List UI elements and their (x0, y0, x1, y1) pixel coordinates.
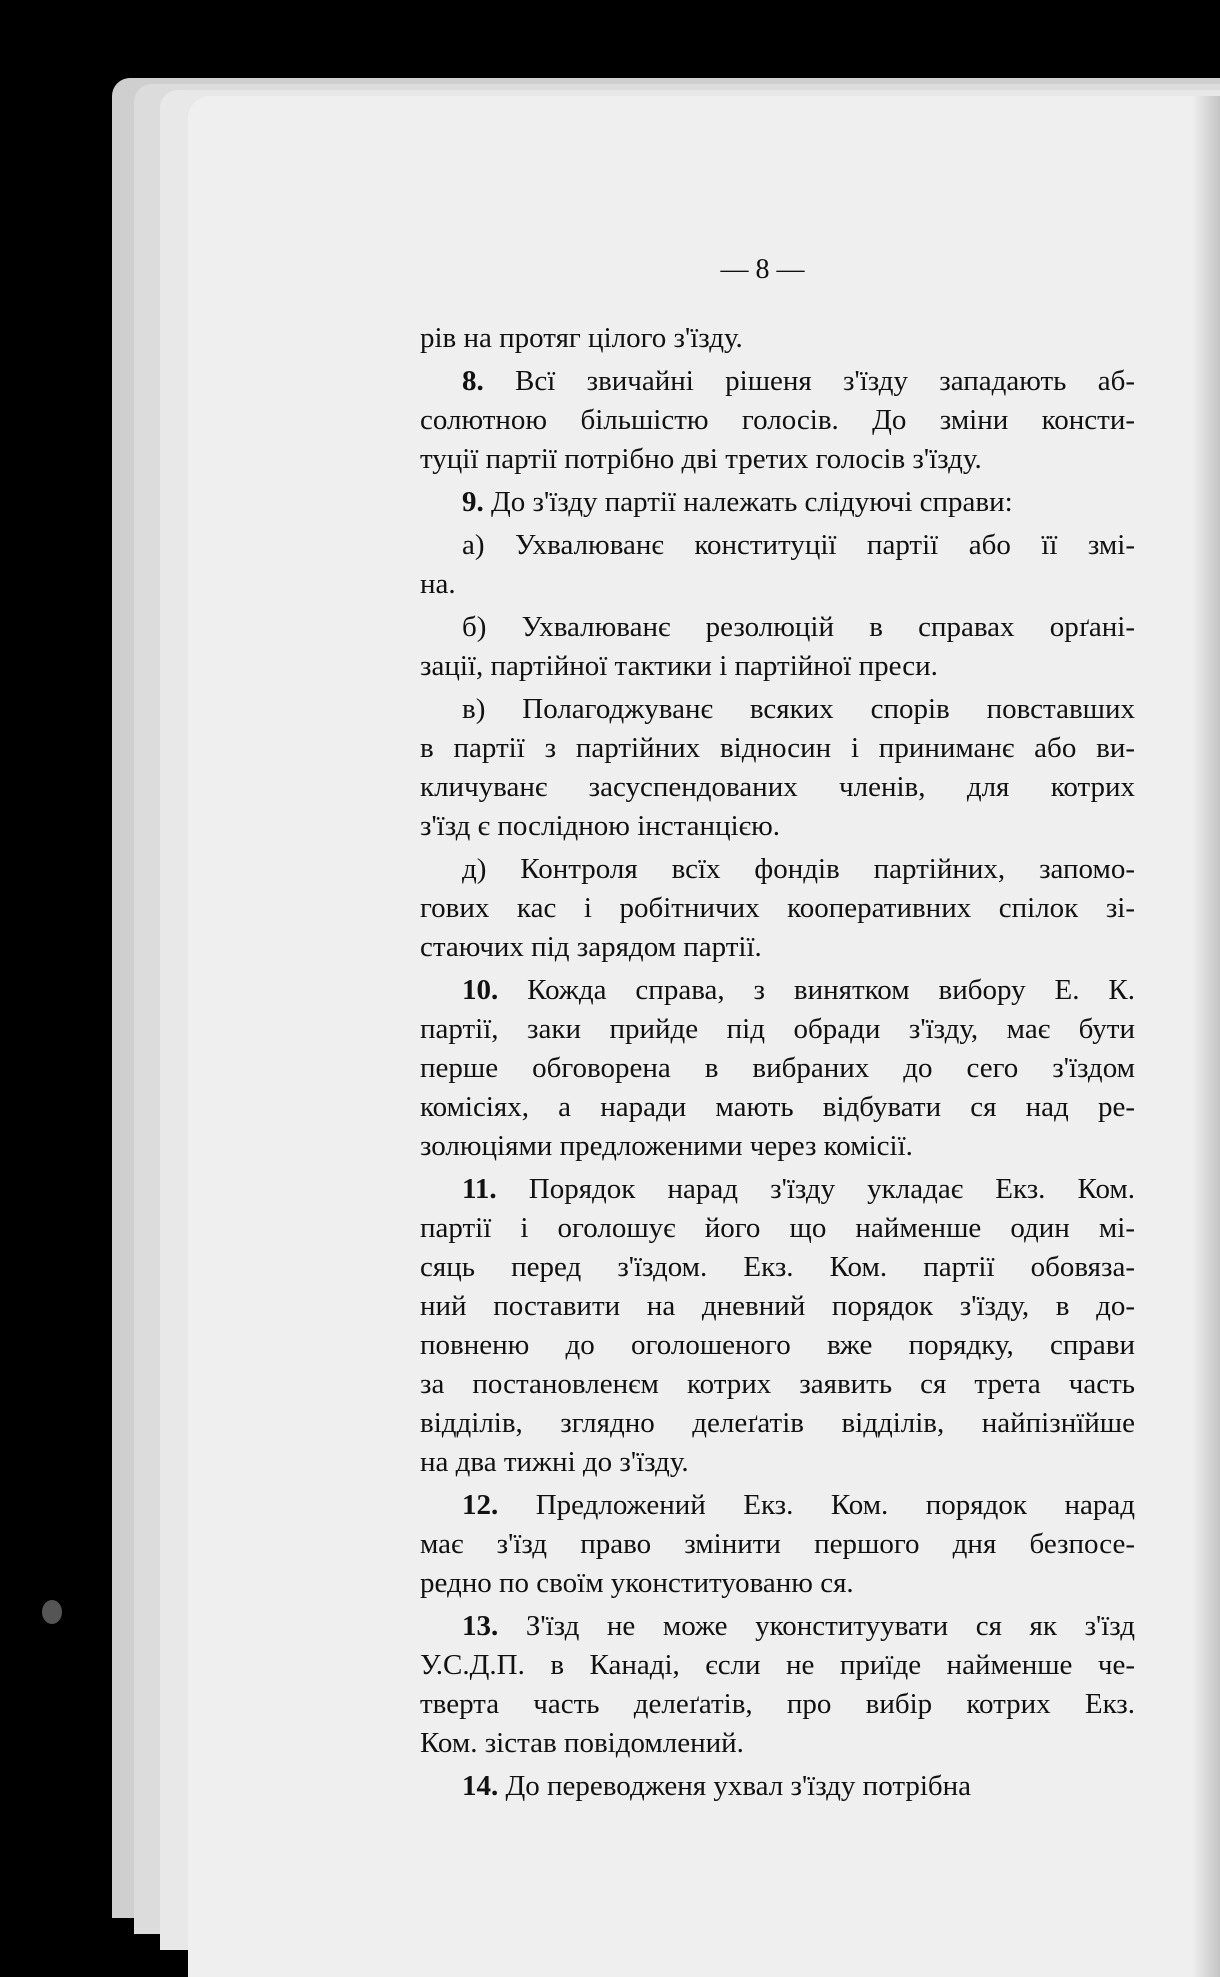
text-line (420, 729, 1135, 768)
text-line (420, 1127, 1135, 1166)
clause-number: 9. (462, 486, 484, 518)
text-line (420, 1326, 1135, 1365)
text-line (420, 1564, 1135, 1603)
clause-number: 11. (462, 1173, 497, 1205)
line-text: У.С.Д.П. в Канаді, єсли не приїде найменше че- (420, 1649, 1135, 1681)
paragraph (420, 850, 1135, 967)
line-text: за постановленєм котрих заявить ся трета часть (420, 1368, 1135, 1400)
paragraph (420, 362, 1135, 479)
line-text: на. (420, 568, 456, 600)
line-text: тверта часть делеґатів, про вибір котрих Екз. (420, 1688, 1135, 1720)
text-line (420, 647, 1135, 686)
paragraph (420, 526, 1135, 604)
line-text: Порядок нарад з'їзду укладає Екз. Ком. (496, 1173, 1135, 1205)
text-line (420, 1248, 1135, 1287)
paragraph (420, 483, 1135, 522)
line-text: туції партії потрібно дві третих голосів з'їзду. (420, 443, 982, 475)
line-text: з'їзд є послідною інстанцією. (420, 810, 781, 842)
paragraph (420, 1486, 1135, 1603)
text-line (420, 1209, 1135, 1248)
clause-number: 13. (462, 1610, 499, 1642)
page-text (420, 250, 1135, 1810)
text-line (420, 1287, 1135, 1326)
text-line (420, 526, 1135, 565)
text-line (420, 1646, 1135, 1685)
text-line (420, 1365, 1135, 1404)
line-text: редно по своїм уконституованю ся. (420, 1567, 854, 1599)
line-text: перше обговорена в вибраних до сего з'їздом (420, 1052, 1135, 1084)
line-text: Предложений Екз. Ком. порядок нарад (498, 1489, 1135, 1521)
ink-blot (42, 1600, 62, 1624)
text-line (420, 1443, 1135, 1482)
text-line (420, 565, 1135, 604)
line-text: рів на протяг цілого з'їзду. (420, 322, 743, 354)
text-line (420, 807, 1135, 846)
line-text: ний поставити на дневний порядок з'їзду, в до- (420, 1290, 1135, 1322)
text-line (420, 401, 1135, 440)
line-text: відділів, зглядно делеґатів відділів, найпізнїйше (420, 1407, 1135, 1439)
clause-number: 8. (462, 365, 484, 397)
text-line (420, 1724, 1135, 1763)
text-line (420, 1685, 1135, 1724)
line-text: сяць перед з'їздом. Екз. Ком. партії обовяза- (420, 1251, 1135, 1283)
text-line (420, 1486, 1135, 1525)
line-text: партії, заки прийде під обради з'їзду, має бути (420, 1013, 1135, 1045)
text-line (420, 928, 1135, 967)
text-line (420, 889, 1135, 928)
line-text: До переводженя ухвал з'їзду потрібна (498, 1770, 972, 1802)
line-text: б) Ухвалюванє резолюцій в справах орґані- (462, 611, 1135, 643)
text-line (420, 1404, 1135, 1443)
text-line (420, 1170, 1135, 1209)
text-line (420, 1088, 1135, 1127)
paragraph (420, 1170, 1135, 1482)
line-text: зації, партійної тактики і партійної преси. (420, 650, 938, 682)
text-line (420, 850, 1135, 889)
page-number: — 8 — (720, 254, 805, 285)
line-text: З'їзд не може уконституувати ся як з'їзд (498, 1610, 1135, 1642)
text-line (420, 690, 1135, 729)
text-line (420, 362, 1135, 401)
text-line (420, 1525, 1135, 1564)
line-text: До з'їзду партії належать слідуючі справи: (483, 486, 1013, 518)
line-text: партії і оголошує його що найменше один мі- (420, 1212, 1135, 1244)
line-text: повненю до оголошеного вже порядку, справи (420, 1329, 1135, 1361)
body-text (420, 319, 1135, 1806)
line-text: в) Полагоджуванє всяких спорів повставших (462, 693, 1135, 725)
paragraph (420, 971, 1135, 1166)
paragraph (420, 608, 1135, 686)
clause-number: 12. (462, 1489, 499, 1521)
line-text: Кожда справа, з винятком вибору Е. К. (498, 974, 1135, 1006)
clause-number: 14. (462, 1770, 499, 1802)
line-text: солютною більшістю голосів. До зміни консти- (420, 404, 1135, 436)
line-text: стаючих під зарядом партії. (420, 931, 762, 963)
text-line (420, 483, 1135, 522)
line-text: на два тижні до з'їзду. (420, 1446, 689, 1478)
text-line (420, 440, 1135, 479)
line-text: д) Контроля всїх фондів партійних, запомо- (462, 853, 1135, 885)
text-line (420, 1607, 1135, 1646)
paragraph (420, 1607, 1135, 1763)
text-line (420, 768, 1135, 807)
line-text: має з'їзд право змінити першого дня безпосе- (420, 1528, 1135, 1560)
text-line (420, 1049, 1135, 1088)
line-text: комісіях, а наради мають відбувати ся над ре- (420, 1091, 1135, 1123)
line-text: Ком. зістав повідомлений. (420, 1727, 744, 1759)
line-text: Всї звичайні рішеня з'їзду западають аб- (483, 365, 1135, 397)
line-text: в партії з партійних відносин і приниманє або ви- (420, 732, 1135, 764)
text-line (420, 971, 1135, 1010)
line-text: кличуванє засуспендованих членів, для котрих (420, 771, 1135, 803)
text-line (420, 319, 1135, 358)
text-line (420, 608, 1135, 647)
clause-number: 10. (462, 974, 499, 1006)
paragraph (420, 690, 1135, 846)
line-text: а) Ухвалюванє конституції партії або її змі- (462, 529, 1135, 561)
paragraph (420, 319, 1135, 358)
text-line (420, 1010, 1135, 1049)
line-text: золюціями предложеними через комісії. (420, 1130, 913, 1162)
text-line (420, 1767, 1135, 1806)
paragraph (420, 1767, 1135, 1806)
line-text: гових кас і робітничих кооперативних спілок зі- (420, 892, 1135, 924)
